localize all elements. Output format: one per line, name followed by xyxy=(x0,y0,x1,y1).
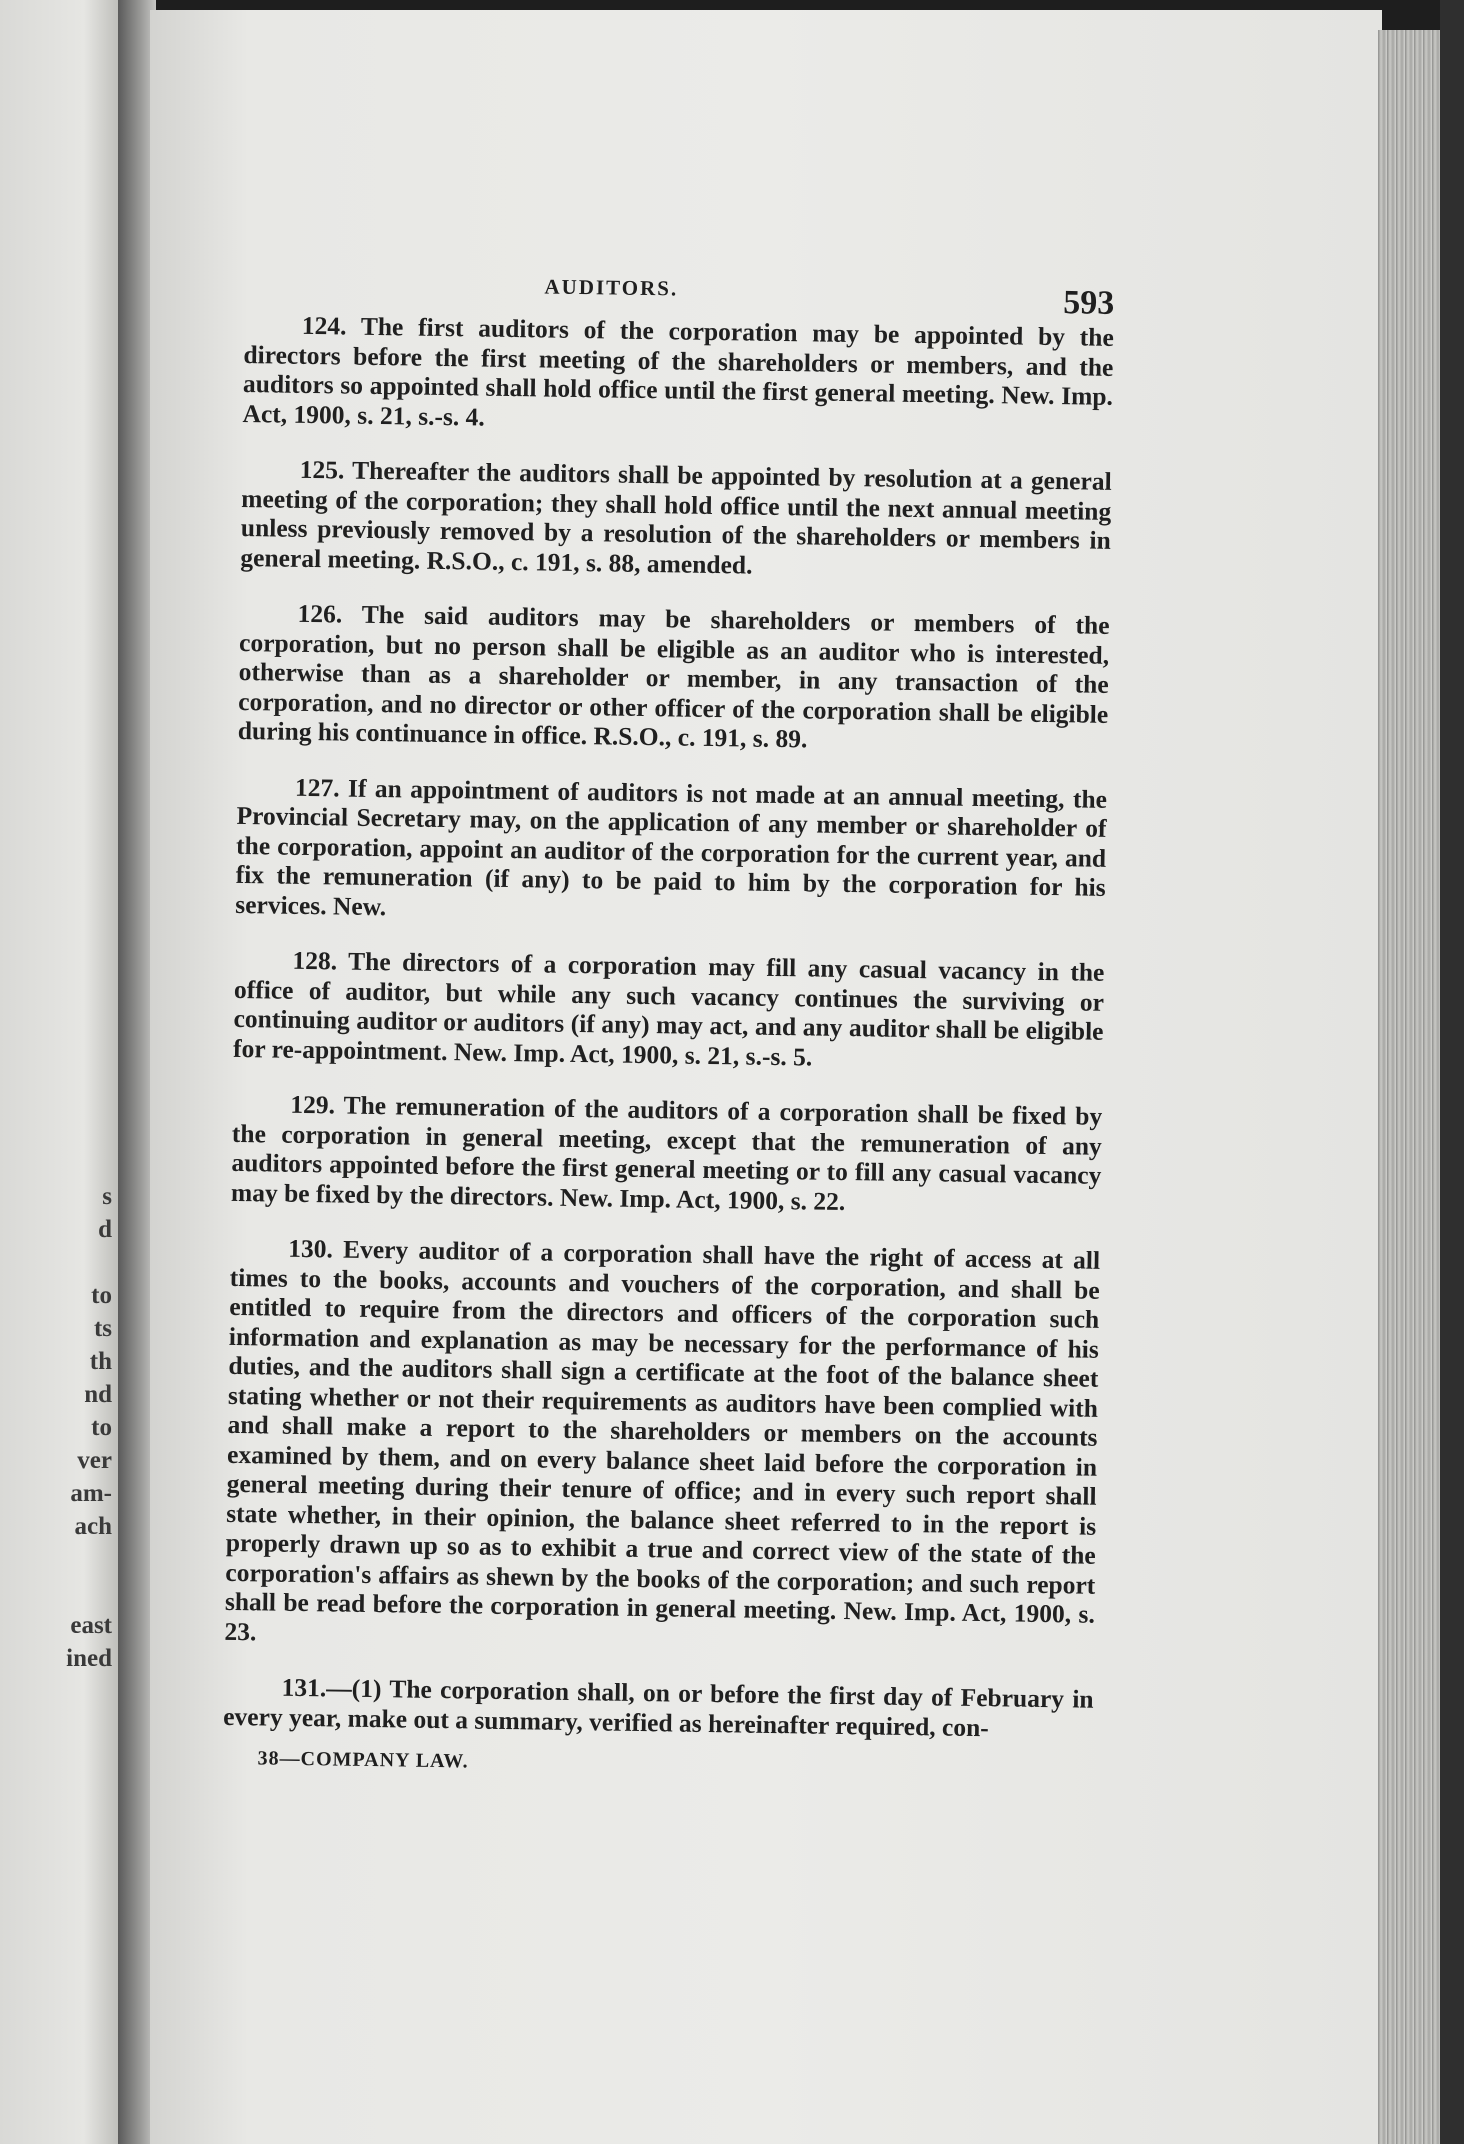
left-fragment: to xyxy=(91,1282,112,1309)
section-number: 125. xyxy=(299,454,345,485)
section-number: 131.—(1) xyxy=(281,1672,382,1704)
page-number: 593 xyxy=(1063,284,1115,322)
left-fragment: ined xyxy=(66,1645,112,1672)
scan-edge xyxy=(1440,0,1464,2144)
section-number: 129. xyxy=(290,1089,336,1120)
left-fragment: to xyxy=(91,1414,112,1441)
left-fragment: ver xyxy=(77,1447,112,1474)
section-128 xyxy=(233,945,1105,1076)
section-text: Every auditor of a corporation shall have the right of access at all times to the books, accounts and vouchers of the corporation, and shall be entitled to require from the directors and officers of the corporation such information and explanation as may be necessary for the performance of his duties, and the auditors shall sign a certificate at the foot of the balance sheet stating whether or not their requirements as auditors have been complied with and shall make a report to the shareholders or members on the accounts examined by them, and on every balance sheet laid before the corporation in general meeting during their tenure of office; and in every such report shall state whether, in their opinion, the balance sheet referred to in the report is properly drawn up so as to exhibit a true and correct view of the state of the corporation's affairs as shewn by the books of the corporation; and such report shall be read before the corporation in general meeting. New. Imp. Act, 1900, s. 23. xyxy=(224,1234,1101,1646)
left-facing-page xyxy=(0,0,120,2144)
section-126 xyxy=(238,598,1110,758)
left-fragment: am- xyxy=(70,1480,112,1507)
section-text: The corporation shall, on or before the first day of February in every year, make out a summary, verified as hereinafter required, con- xyxy=(223,1674,1094,1742)
section-text: The first auditors of the corporation may be appointed by the directors before the first meeting of the shareholders or members, and the auditors so appointed shall hold office until the first general meeting. New. Imp. Act, 1900, s. 21, s.-s. 4. xyxy=(242,311,1115,432)
section-text: The said auditors may be shareholders or members of the corporation, but no person shall be eligible as an auditor who is interested, otherwise than as a shareholder or member, in any transaction of the corporation, and no director or other officer of the corporation shall be eligible during his continuance in office. R.S.O., c. 191, s. 89. xyxy=(237,599,1110,754)
section-number: 128. xyxy=(292,945,338,976)
section-129 xyxy=(231,1089,1103,1220)
left-page-text-fragments xyxy=(2,1180,112,1675)
section-124 xyxy=(242,310,1114,441)
running-title: AUDITORS. xyxy=(544,274,679,301)
section-text: The remuneration of the auditors of a corporation shall be fixed by the corporation in general meeting, except that the remuneration of any auditors appointed before the first general meeting or to fill any casual vacancy may be fixed by the directors. New. Imp. Act, 1900, s. 22. xyxy=(230,1090,1103,1216)
left-fragment xyxy=(2,1543,112,1576)
section-number: 127. xyxy=(294,772,340,802)
left-fragment: east xyxy=(70,1612,112,1639)
left-fragment: d xyxy=(98,1216,112,1243)
section-127 xyxy=(235,771,1107,931)
left-fragment xyxy=(2,1246,112,1279)
section-130 xyxy=(224,1233,1100,1659)
left-fragment: th xyxy=(89,1348,112,1375)
section-text: The directors of a corporation may fill any casual vacancy in the office of auditor, but while any such vacancy continues the surviving or continuing auditor or auditors (if any) may act, and any auditor shall be eligible for re-appointment. New. Imp. Act, 1900, s. 21, s.-s. 5. xyxy=(232,946,1105,1072)
section-number: 126. xyxy=(297,598,343,629)
left-fragment: s xyxy=(102,1183,112,1210)
signature-mark: 38—COMPANY LAW. xyxy=(257,1747,469,1773)
left-fragment: ts xyxy=(93,1315,112,1342)
page-content xyxy=(222,250,1114,1783)
section-text: If an appointment of auditors is not made at an annual meeting, the Provincial Secretary may, on the application of any member or shareholder of the corporation, appoint an auditor of the corporation for the current year, and fix the remuneration (if any) to be paid to him by the corporation for his services. New. xyxy=(235,773,1108,921)
section-131 xyxy=(223,1672,1094,1744)
left-fragment: nd xyxy=(84,1381,112,1408)
section-number: 124. xyxy=(301,310,347,341)
section-number: 130. xyxy=(287,1233,334,1264)
section-125 xyxy=(240,454,1112,585)
left-fragment xyxy=(2,1576,112,1609)
left-fragment: ach xyxy=(74,1513,112,1540)
section-text: Thereafter the auditors shall be appointed by resolution at a general meeting of the corporation; they shall hold office until the next annual meeting unless previously removed by a resolution of the shareholders or members in general meeting. R.S.O., c. 191, s. 88, amended. xyxy=(240,455,1112,580)
